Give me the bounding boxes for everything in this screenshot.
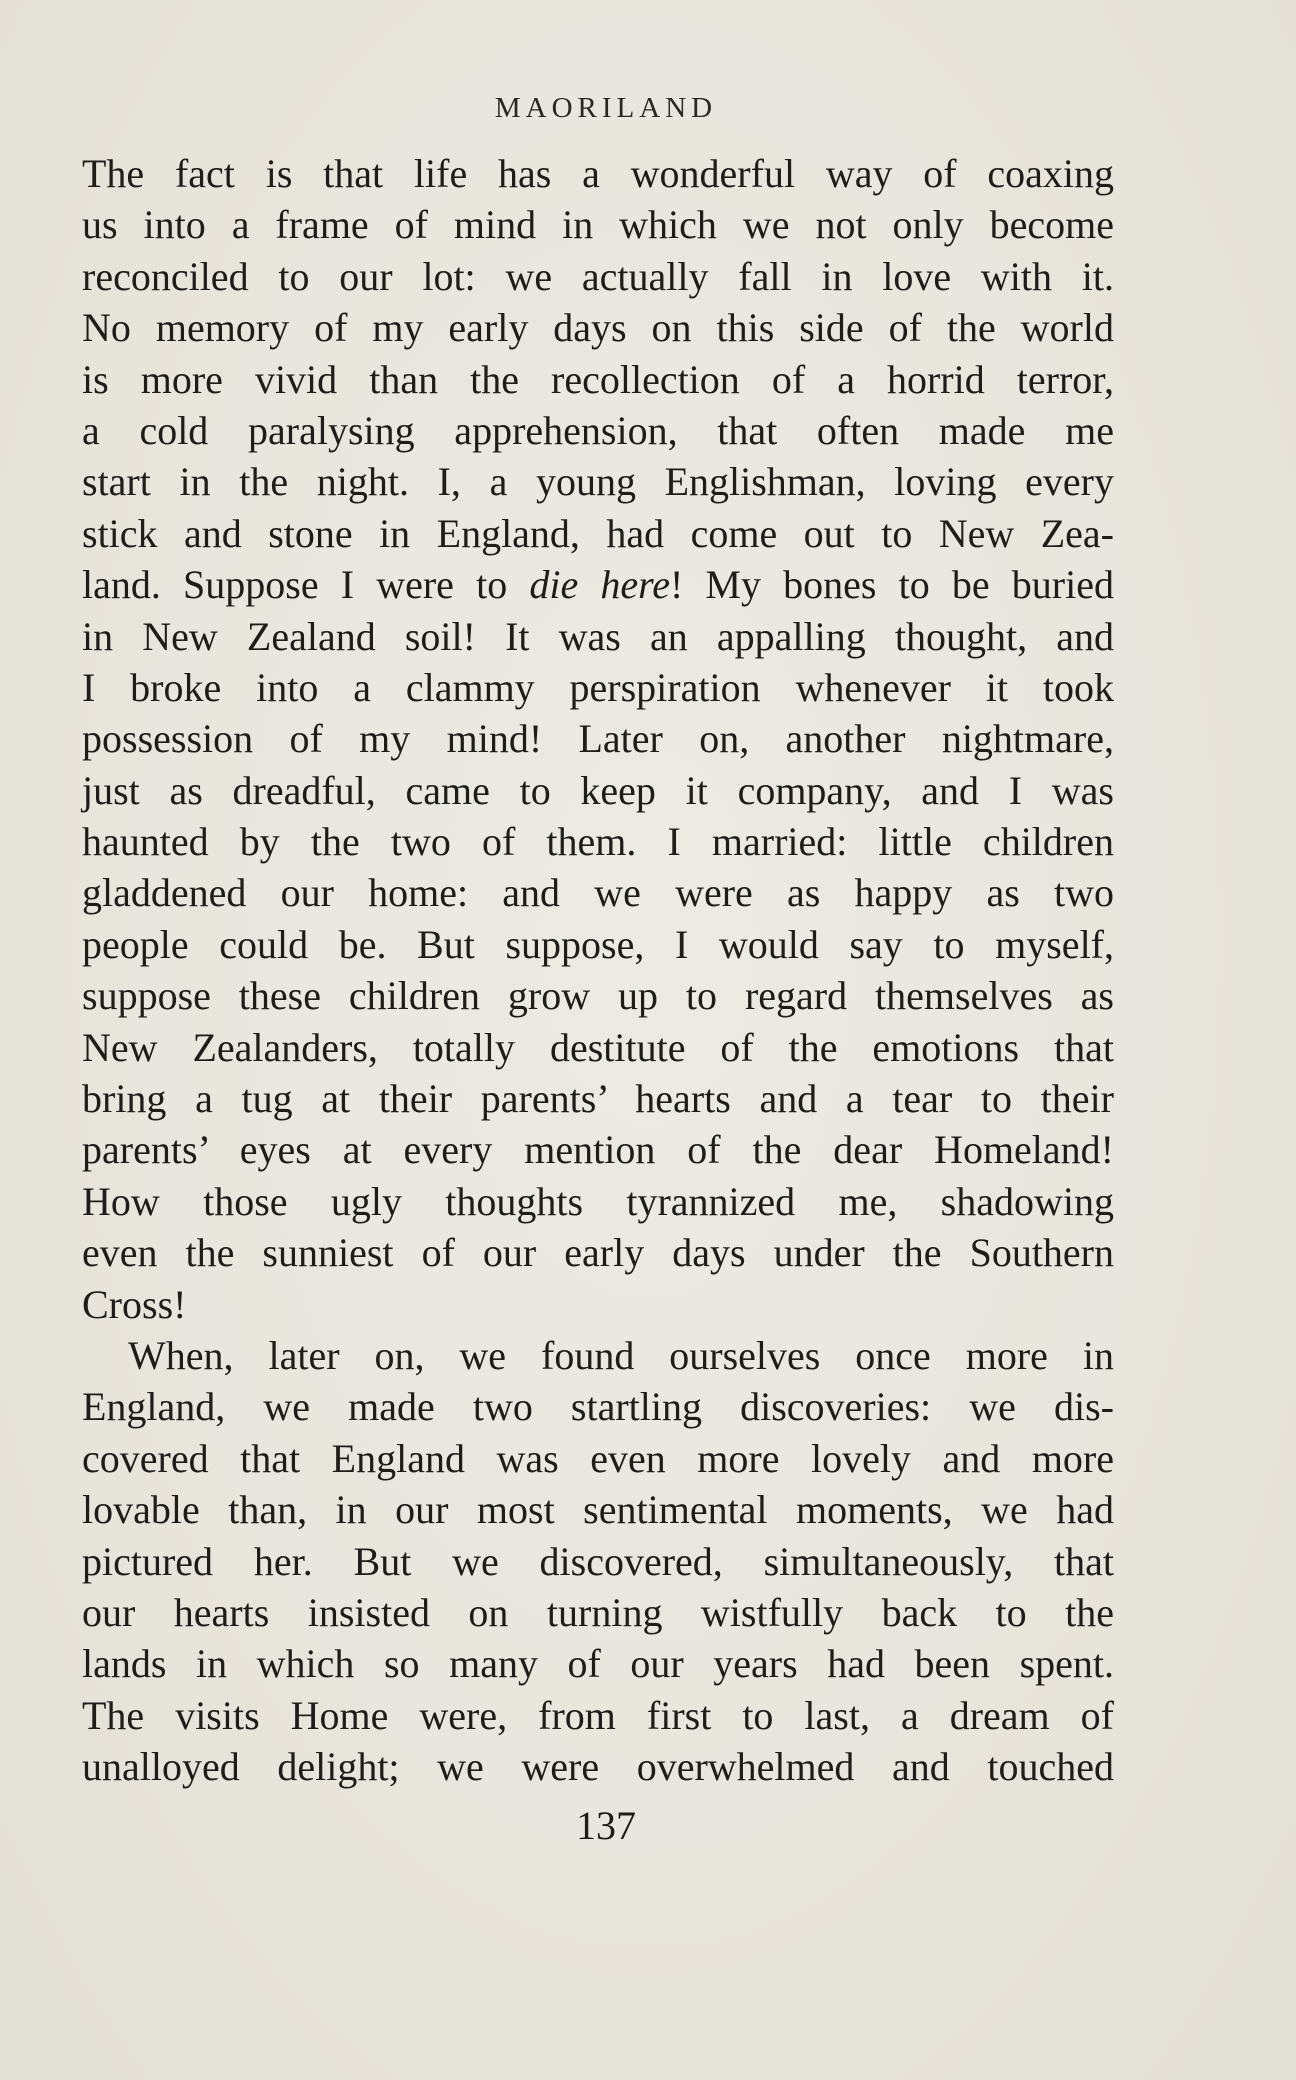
text-line: people could be. But suppose, I would say to myself, (82, 921, 1114, 967)
text-line: lands in which so many of our years had been spent. (82, 1641, 1114, 1687)
paragraph (82, 1330, 1114, 1793)
text-line: our hearts insisted on turning wistfully back to the (82, 1589, 1114, 1635)
text-line-with-italic (82, 559, 1114, 610)
text-line: gladdened our home: and we were as happy as two (82, 870, 1114, 916)
text-line: parents’ eyes at every mention of the dear Homeland! (82, 1127, 1114, 1173)
italic-emphasis: die here (529, 562, 670, 608)
text-line: a cold paralysing apprehension, that often made me (82, 407, 1114, 453)
text-line: just as dreadful, came to keep it company, and I was (82, 767, 1114, 813)
text-line: New Zealanders, totally destitute of the emotions that (82, 1024, 1114, 1070)
text-line: covered that England was even more lovely and more (82, 1435, 1114, 1481)
text-line: I broke into a clammy perspiration whenever it took (82, 664, 1114, 710)
text-fragment: ! My bones to be buried (669, 562, 1114, 608)
text-line: When, later on, we found ourselves once more in (128, 1332, 1114, 1378)
running-head: MAORILAND (494, 92, 718, 124)
text-line: England, we made two startling discoveries: we dis- (82, 1384, 1114, 1430)
text-line: Cross! (82, 1281, 187, 1327)
text-line: in New Zealand soil! It was an appalling thought, and (82, 613, 1114, 659)
paragraph (82, 148, 1114, 1330)
page-number: 137 (576, 1803, 636, 1848)
text-fragment: land. Suppose I were to (82, 562, 530, 608)
text-line: No memory of my early days on this side of the world (82, 305, 1114, 351)
text-line: pictured her. But we discovered, simultaneously, that (82, 1538, 1114, 1584)
text-line: unalloyed delight; we were overwhelmed and touched (82, 1744, 1114, 1790)
text-line: How those ugly thoughts tyrannized me, shadowing (82, 1178, 1114, 1224)
text-line: suppose these children grow up to regard themselves as (82, 973, 1114, 1019)
text-line: is more vivid than the recollection of a horrid terror, (82, 356, 1114, 402)
text-line: start in the night. I, a young Englishman, loving every (82, 459, 1114, 505)
text-line: bring a tug at their parents’ hearts and a tear to their (82, 1076, 1114, 1122)
text-line: The visits Home were, from first to last, a dream of (82, 1692, 1114, 1738)
text-line: possession of my mind! Later on, another nightmare, (82, 716, 1114, 762)
text-line: The fact is that life has a wonderful way of coaxing (82, 151, 1114, 196)
text-line: reconciled to our lot: we actually fall in love with it. (82, 253, 1114, 299)
text-line: lovable than, in our most sentimental moments, we had (82, 1487, 1114, 1533)
text-line: even the sunniest of our early days under the Southern (82, 1230, 1114, 1276)
text-line: us into a frame of mind in which we not only become (82, 202, 1114, 248)
text-line: stick and stone in England, had come out to New Zea- (82, 510, 1114, 556)
text-line: haunted by the two of them. I married: little children (82, 819, 1114, 865)
body-text (82, 148, 1114, 1793)
